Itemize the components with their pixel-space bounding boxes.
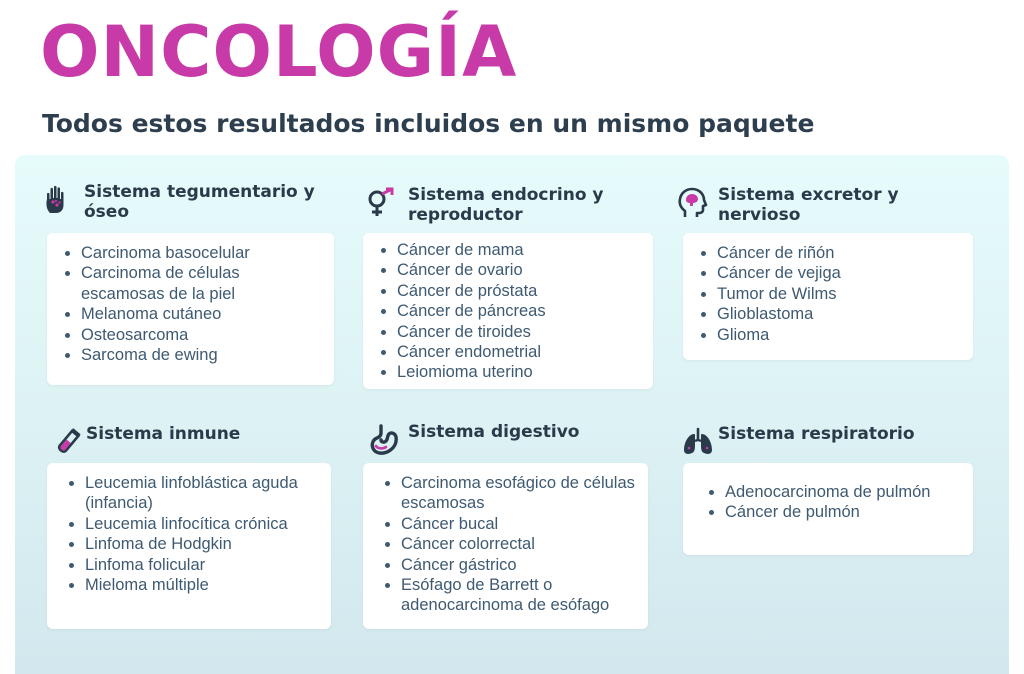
- head-brain-icon: [676, 187, 708, 219]
- section-title: Sistema inmune: [86, 424, 241, 444]
- test-tube-icon: [52, 426, 78, 458]
- section-card-respiratorio: [683, 463, 973, 555]
- list-item: • Esófago de Barrett o adenocarcinoma de esófago: [401, 575, 638, 616]
- list-item: • Carcinoma basocelular: [81, 243, 324, 263]
- list-item: • Linfoma folicular: [85, 555, 321, 575]
- section-card-endocrino: [363, 233, 653, 389]
- list-item: • Glioblastoma: [717, 304, 963, 324]
- list-item: • Glioma: [717, 325, 963, 345]
- section-title: Sistema respiratorio: [718, 424, 915, 444]
- section-header-tegumentario: [42, 182, 342, 222]
- gender-symbols-icon: [366, 187, 398, 219]
- list-item: • Leucemia linfoblástica aguda (infancia): [85, 473, 321, 514]
- list-item: • Cáncer de pulmón: [725, 502, 963, 522]
- section-header-respiratorio: [682, 424, 982, 458]
- list-item: • Sarcoma de ewing: [81, 345, 324, 365]
- page-title: ONCOLOGÍA: [40, 11, 518, 93]
- section-title: Sistema excretor y nervioso: [718, 185, 899, 225]
- section-card-inmune: [47, 463, 331, 629]
- section-title: Sistema tegumentario y óseo: [84, 182, 315, 222]
- list-item: • Osteosarcoma: [81, 325, 324, 345]
- list-item: • Cáncer de mama: [397, 240, 643, 260]
- lungs-icon: [682, 426, 710, 458]
- stomach-icon: [368, 424, 398, 456]
- section-title: Sistema endocrino y reproductor: [408, 185, 604, 225]
- list-item: • Carcinoma de células escamosas de la piel: [81, 263, 324, 304]
- section-header-inmune: [52, 424, 332, 458]
- list-item: • Cáncer de vejiga: [717, 263, 963, 283]
- list-item: • Melanoma cutáneo: [81, 304, 324, 324]
- list-item: • Leucemia linfocítica crónica: [85, 514, 321, 534]
- list-item: • Cáncer de tiroides: [397, 322, 643, 342]
- list-item: • Tumor de Wilms: [717, 284, 963, 304]
- list-item: • Cáncer de ovario: [397, 260, 643, 280]
- section-title: Sistema digestivo: [408, 422, 580, 442]
- list-item: • Cáncer de páncreas: [397, 301, 643, 321]
- page-subtitle: Todos estos resultados incluidos en un mismo paquete: [42, 109, 815, 138]
- section-card-tegumentario: [47, 233, 334, 385]
- section-card-excretor: [683, 233, 973, 360]
- list-item: • Cáncer de riñón: [717, 243, 963, 263]
- section-card-digestivo: [363, 463, 648, 629]
- hand-icon: [42, 184, 74, 216]
- list-item: • Cáncer bucal: [401, 514, 638, 534]
- section-header-endocrino: [366, 185, 646, 225]
- list-item: • Cáncer endometrial: [397, 342, 643, 362]
- section-header-excretor: [676, 185, 966, 225]
- section-header-digestivo: [368, 422, 648, 456]
- list-item: • Linfoma de Hodgkin: [85, 534, 321, 554]
- list-item: • Mieloma múltiple: [85, 575, 321, 595]
- list-item: • Carcinoma esofágico de células escamosas: [401, 473, 638, 514]
- list-item: • Cáncer gástrico: [401, 555, 638, 575]
- list-item: • Cáncer de próstata: [397, 281, 643, 301]
- list-item: • Leiomioma uterino: [397, 362, 643, 382]
- list-item: • Adenocarcinoma de pulmón: [725, 482, 963, 502]
- list-item: • Cáncer colorrectal: [401, 534, 638, 554]
